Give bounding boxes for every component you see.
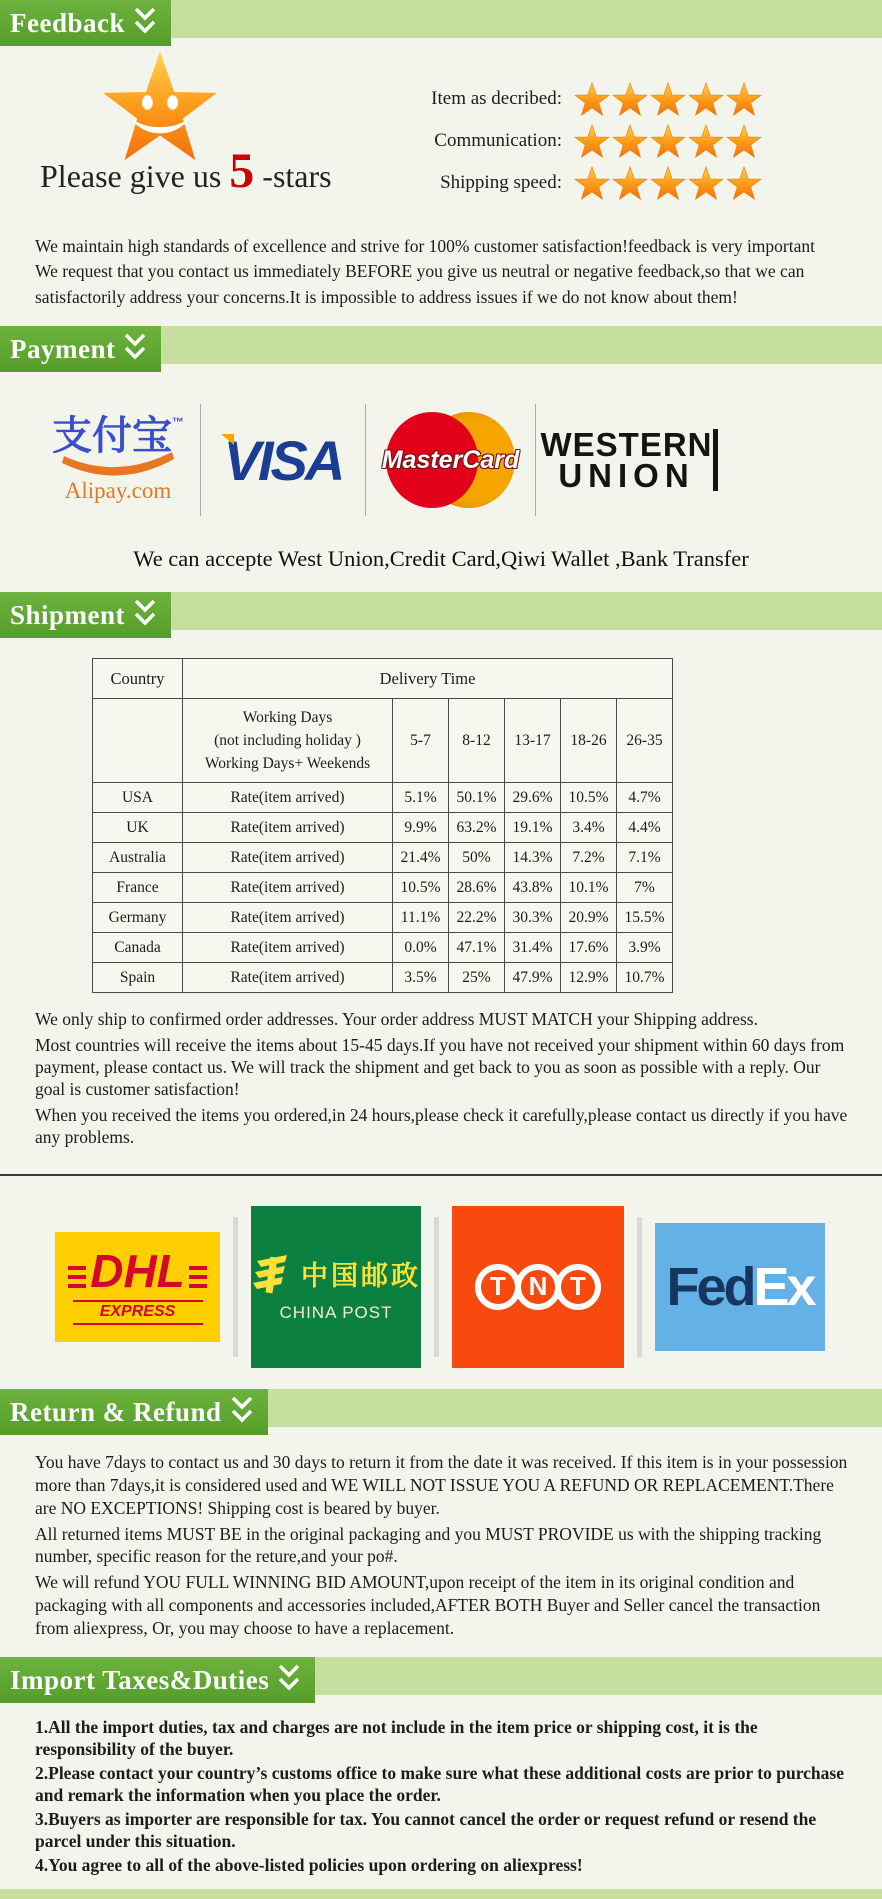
- rate-cell: 11.1%: [393, 903, 449, 933]
- alipay-site-text: Alipay.com: [64, 478, 172, 504]
- table-row-uk: [93, 813, 673, 843]
- alipay-cn: 支付宝: [52, 414, 172, 459]
- star-icon: [726, 82, 762, 116]
- rate-cell: 14.3%: [505, 843, 561, 873]
- country-cell: Canada: [93, 933, 183, 963]
- double-chevron-down-icon: [230, 1395, 254, 1429]
- desc-line: Working Days+ Weekends: [204, 755, 371, 773]
- please-text-after: -stars: [262, 158, 332, 194]
- mastercard-text: MasterCard: [381, 445, 520, 474]
- star-icon: [726, 166, 762, 200]
- rate-cell: 17.6%: [561, 933, 617, 963]
- star-icon: [688, 82, 724, 116]
- tnt-circle-letter: N: [515, 1264, 561, 1310]
- china-post-logo: [251, 1206, 421, 1368]
- payment-header-text: Payment: [10, 333, 116, 364]
- country-header-cell: Country: [93, 659, 183, 699]
- tnt-logo: [452, 1206, 624, 1368]
- rate-cell: 4.7%: [617, 783, 673, 813]
- trademark-symbol: ™: [172, 415, 184, 430]
- rate-cell: 50.1%: [449, 783, 505, 813]
- smiley-star-icon: [100, 48, 220, 166]
- visa-text: VISA: [223, 428, 343, 492]
- star-rating: [574, 82, 762, 116]
- rate-cell: 29.6%: [505, 783, 561, 813]
- day-range-cell: 5-7: [393, 699, 449, 783]
- china-post-english-text: CHINA POST: [279, 1302, 393, 1322]
- double-chevron-down-icon: [133, 598, 157, 632]
- rating-label: Item as decribed:: [431, 88, 562, 109]
- return-paragraph: All returned items MUST BE in the original packaging and you MUST PROVIDE us with the shipping tracking number, specific reason for the reture,and your po#.: [35, 1523, 822, 1567]
- table-row-france: [93, 873, 673, 903]
- country-cell: France: [93, 873, 183, 903]
- tax-item: 4.You agree to all of the above-listed policies upon ordering on aliexpress!: [35, 1854, 583, 1875]
- rating-label: Communication:: [434, 130, 562, 151]
- please-text-before: Please give us: [40, 158, 222, 194]
- rating-row-communication: [431, 120, 762, 162]
- star-icon: [688, 166, 724, 200]
- shipment-paragraph: When you received the items you ordered,in 24 hours,please check it carefully,please contact us directly if you have any problems.: [35, 1104, 848, 1147]
- shipment-section-header: [0, 592, 882, 638]
- feedback-header-text: Feedback: [10, 7, 125, 38]
- return-paragraph: You have 7days to contact us and 30 days to return it from the date it was received. If this item is in your possession more than 7days,it is considered used and WE WILL NOT ISSUE YOU A REFUND OR REPLACEMENT.There are NO EXCEPTIONS! Shipping cost is beared by buyer.: [35, 1452, 848, 1518]
- five-number: 5: [229, 142, 255, 198]
- rate-cell: 3.9%: [617, 933, 673, 963]
- feedback-section-header: [0, 0, 882, 46]
- feedback-line: We maintain high standards of excellence and strive for 100% customer satisfaction!feedback is very important: [35, 236, 815, 256]
- rate-cell: 47.9%: [505, 963, 561, 993]
- rate-cell: 47.1%: [449, 933, 505, 963]
- table-row-spain: [93, 963, 673, 993]
- rate-label-cell: Rate(item arrived): [183, 783, 393, 813]
- star-icon: [650, 82, 686, 116]
- table-row-usa: [93, 783, 673, 813]
- dhl-express-text: EXPRESS: [73, 1300, 203, 1325]
- star-icon: [574, 82, 610, 116]
- rate-cell: 5.1%: [393, 783, 449, 813]
- double-chevron-down-icon: [277, 1663, 301, 1697]
- divider: [637, 1217, 642, 1357]
- country-cell: Australia: [93, 843, 183, 873]
- star-icon: [650, 124, 686, 158]
- courier-logos-row: [55, 1204, 882, 1369]
- rate-cell: 50%: [449, 843, 505, 873]
- rate-label-cell: Rate(item arrived): [183, 933, 393, 963]
- working-days-row: [93, 699, 673, 783]
- western-union-logo: [540, 425, 718, 495]
- empty-cell: [93, 699, 183, 783]
- western-text: WESTERN: [540, 425, 713, 463]
- delivery-time-table: [92, 658, 673, 993]
- rate-label-cell: Rate(item arrived): [183, 813, 393, 843]
- shipment-header-text: Shipment: [10, 599, 126, 630]
- union-text: UNION: [558, 457, 695, 495]
- rate-cell: 3.4%: [561, 813, 617, 843]
- import-taxes-list: [35, 1717, 850, 1876]
- star-icon: [574, 124, 610, 158]
- payment-logos-row: [48, 400, 882, 520]
- rate-cell: 30.3%: [505, 903, 561, 933]
- rate-cell: 10.1%: [561, 873, 617, 903]
- feedback-line: We request that you contact us immediately BEFORE you give us neutral or negative feedback,so that we can: [35, 261, 805, 282]
- rate-cell: 10.7%: [617, 963, 673, 993]
- rate-label-cell: Rate(item arrived): [183, 963, 393, 993]
- shipment-paragraphs: [35, 1009, 850, 1148]
- star-rating: [574, 124, 762, 158]
- china-post-chinese-text: 中国邮政: [301, 1261, 421, 1292]
- star-icon: [612, 124, 648, 158]
- rate-cell: 21.4%: [393, 843, 449, 873]
- rating-rows: [431, 78, 762, 204]
- working-days-cell: [183, 699, 393, 783]
- divider: [365, 404, 366, 516]
- country-cell: UK: [93, 813, 183, 843]
- country-cell: Germany: [93, 903, 183, 933]
- divider-line: [0, 1174, 882, 1176]
- divider: [233, 1217, 238, 1357]
- rate-cell: 4.4%: [617, 813, 673, 843]
- import-taxes-section-header: [0, 1657, 882, 1703]
- star-icon: [612, 166, 648, 200]
- desc-line: (not including holiday ): [214, 732, 361, 749]
- footer-green-strip: [0, 1889, 882, 1899]
- rating-label: Shipping speed:: [440, 172, 562, 193]
- divider: [200, 404, 201, 516]
- feedback-line: satisfactorily address your concerns.It is impossible to address issues if we do not know about them!: [35, 286, 738, 307]
- payment-header-label: [0, 326, 161, 372]
- shipment-paragraph: Most countries will receive the items about 15-45 days.If you have not received your shipment within 60 days from payment, please contact us. We will track the shipment and get back to you as soon as possible with a reply. Our goal is customer satisfaction!: [35, 1035, 845, 1099]
- return-refund-section-header: [0, 1389, 882, 1435]
- day-range-cell: 18-26: [561, 699, 617, 783]
- rate-cell: 15.5%: [617, 903, 673, 933]
- rate-cell: 63.2%: [449, 813, 505, 843]
- rate-cell: 22.2%: [449, 903, 505, 933]
- rate-label-cell: Rate(item arrived): [183, 873, 393, 903]
- return-refund-header-text: Return & Refund: [10, 1396, 222, 1427]
- divider: [434, 1217, 439, 1357]
- rate-cell: 10.5%: [561, 783, 617, 813]
- shipment-header-label: [0, 592, 171, 638]
- rate-cell: 0.0%: [393, 933, 449, 963]
- day-range-cell: 8-12: [449, 699, 505, 783]
- feedback-content: [0, 46, 882, 224]
- dhl-text: DHL: [90, 1245, 185, 1298]
- tax-item: 2.Please contact your country’s customs office to make sure what these additional costs are prior to purchase and remark the information when you place the order.: [35, 1763, 844, 1805]
- desc-line: Working Days: [242, 708, 333, 726]
- star-icon: [726, 124, 762, 158]
- china-post-top: [251, 1251, 421, 1297]
- fedex-fed-text: Fed: [666, 1256, 754, 1317]
- please-give-5-stars: [40, 142, 332, 198]
- table-header-row: [93, 659, 673, 699]
- day-range-cell: 13-17: [505, 699, 561, 783]
- rate-label-cell: Rate(item arrived): [183, 903, 393, 933]
- double-chevron-down-icon: [133, 6, 157, 40]
- shipment-paragraph: We only ship to confirmed order addresses. Your order address MUST MATCH your Shipping address.: [35, 1009, 758, 1030]
- rate-cell: 31.4%: [505, 933, 561, 963]
- rate-cell: 7%: [617, 873, 673, 903]
- star-icon: [574, 166, 610, 200]
- rate-cell: 43.8%: [505, 873, 561, 903]
- feedback-header-label: [0, 0, 171, 46]
- return-refund-header-label: [0, 1389, 268, 1435]
- tnt-circle-letter: T: [555, 1264, 601, 1310]
- rate-cell: 7.2%: [561, 843, 617, 873]
- delivery-time-header-cell: Delivery Time: [183, 659, 673, 699]
- import-taxes-header-text: Import Taxes&Duties: [10, 1664, 270, 1695]
- rate-cell: 20.9%: [561, 903, 617, 933]
- rate-cell: 7.1%: [617, 843, 673, 873]
- fedex-logo: [655, 1223, 825, 1351]
- dhl-logo: [55, 1232, 220, 1342]
- rate-cell: 25%: [449, 963, 505, 993]
- import-taxes-header-label: [0, 1657, 315, 1703]
- alipay-logo: [48, 416, 188, 504]
- star-icon: [650, 166, 686, 200]
- tnt-circle-letter: T: [475, 1264, 521, 1310]
- rating-row-shipping-speed: [431, 162, 762, 204]
- rate-label-cell: Rate(item arrived): [183, 843, 393, 873]
- table-row-canada: [93, 933, 673, 963]
- star-icon: [612, 82, 648, 116]
- star-icon: [688, 124, 724, 158]
- alipay-chinese-text: [52, 414, 184, 459]
- china-post-emblem-icon: [251, 1251, 293, 1297]
- return-refund-paragraphs: [35, 1451, 850, 1639]
- fedex-ex-text: Ex: [753, 1256, 814, 1317]
- rating-row-item-as-described: [431, 78, 762, 120]
- mastercard-logo: [378, 408, 523, 513]
- double-chevron-down-icon: [123, 332, 147, 366]
- rate-cell: 10.5%: [393, 873, 449, 903]
- country-cell: USA: [93, 783, 183, 813]
- visa-logo: [213, 428, 353, 493]
- return-paragraph: We will refund YOU FULL WINNING BID AMOUNT,upon receipt of the item in its original condition and packaging with all components and accessories included,AFTER BOTH Buyer and Seller cancel the transaction from aliexpress, Or, you may choose to have a replacement.: [35, 1572, 821, 1638]
- tax-item: 3.Buyers as importer are responsible for tax. You cannot cancel the order or request refund or resend the parcel under this situation.: [35, 1808, 817, 1851]
- rate-cell: 3.5%: [393, 963, 449, 993]
- rate-cell: 28.6%: [449, 873, 505, 903]
- country-cell: Spain: [93, 963, 183, 993]
- rate-cell: 19.1%: [505, 813, 561, 843]
- divider: [535, 404, 536, 516]
- rate-cell: 12.9%: [561, 963, 617, 993]
- rate-cell: 9.9%: [393, 813, 449, 843]
- table-row-germany: [93, 903, 673, 933]
- accepted-methods-line: We can accepte West Union,Credit Card,Qiwi Wallet ,Bank Transfer: [133, 546, 749, 572]
- feedback-paragraph: [35, 234, 845, 310]
- tax-item: 1.All the import duties, tax and charges are not include in the item price or shipping cost, it is the responsibility of the buyer.: [35, 1717, 758, 1760]
- table-row-australia: [93, 843, 673, 873]
- day-range-cell: 26-35: [617, 699, 673, 783]
- payment-section-header: [0, 326, 882, 372]
- star-rating: [574, 166, 762, 200]
